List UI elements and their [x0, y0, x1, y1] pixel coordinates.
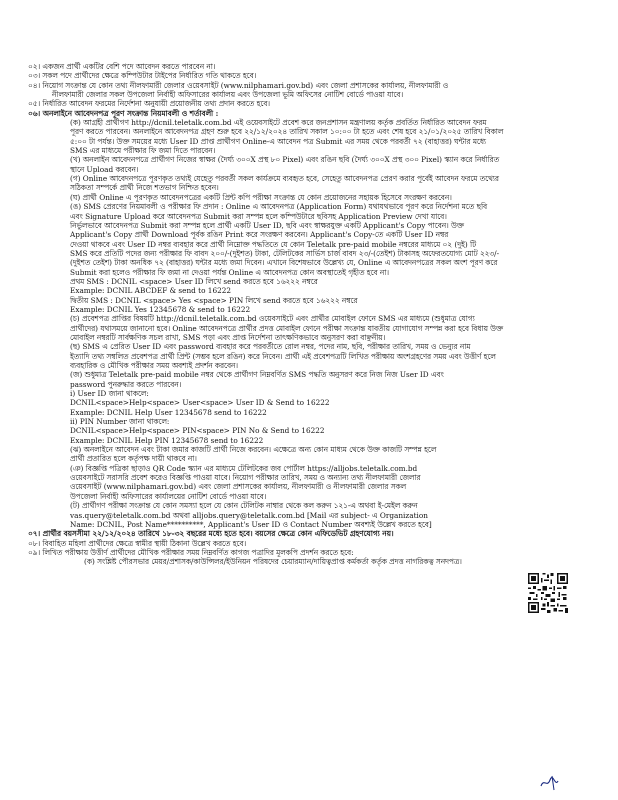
text-line: মোবাইল নম্বরটি সার্বক্ষণিক সচল রাখা, SMS পড়া এবং প্রাপ্ত নির্দেশনা তাৎক্ষণিকভাবে অনুসরণ করা বাঞ্ছনীয়।	[70, 332, 386, 342]
text-line: Applicant's Copy প্রার্থী Download পূর্বক রঙিন Print করে সংরক্ষণ করবেন। Applicant's Copy-তে একটি User ID নম্বর	[70, 230, 449, 240]
text-line: password পুনরুদ্ধার করতে পারবেন।	[70, 379, 182, 389]
text-line: (ঙ) SMS প্রেরণের নিয়মাবলী ও পরীক্ষার ফি প্রদান : Online এ আবেদনপত্র (Application Form) যথাযথভাবে পূরণ করে নির্দেশনা মতে ছবি	[70, 202, 488, 212]
text-line: DCNIL<space>Help<space> User<space> User ID & Send to 16222	[70, 398, 330, 408]
text-line: (গ) Online আবেদনপত্রে পূরণকৃত তথ্যই যেহেতু পরবর্তী সকল কার্যক্রমে ব্যবহৃত হবে, সেহেতু আবেদনপত্র প্রেরণ করার পূর্বেই আবেদন ফরমে তথ্যের	[70, 174, 499, 184]
text-line: ইত্যাদি তথ্য সম্বলিত প্রবেশপত্র প্রার্থী প্রিন্ট (সম্ভব হলে রঙিন) করে নিবেন। প্রার্থী এই প্রবেশপত্রটি লিখিত পরীক্ষায় অংশগ্রহণের সময় এবং উত্তীর্ণ হলে	[70, 351, 496, 361]
text-line: (ঝ) অনলাইনে আবেদন এবং টাকা জমার কাজটি প্রার্থী নিজে করবেন। এক্ষেত্রে অন্য কোন মাধ্যম থেকে উক্ত কাজটি সম্পন্ন হলে	[70, 445, 437, 455]
text-line: (ক) আগ্রহী প্রার্থীগণ http://dcnil.teletalk.com.bd এই ওয়েবসাইটে প্রবেশ করে জনপ্রশাসন মন্ত্রণালয় কর্তৃক প্রবর্তিত নির্ধারিত আবেদন ফরম	[70, 118, 487, 128]
text-line: প্রথম SMS : DCNIL <space> User ID লিখে send করতে হবে ১৬২২২ নম্বরে	[70, 276, 318, 286]
text-line: (ঞ) বিজ্ঞপ্তি পত্রিকা ছাড়াও QR Code স্ক্যান এর মাধ্যমে টেলিটকের জব পোর্টাল https://alljobs.teletalk.com.bd	[70, 463, 418, 473]
text-line: (দুইশত তেইশ) টাকা অনধিক ৭২ (বাহাত্তর) ঘন্টার মধ্যে জমা দিবেন। এখানে বিশেষভাবে উল্লেখ্য যে, Online এ আবেদনপত্রের সকল অংশ পূরণ করে	[70, 258, 498, 268]
notice-document	[28, 62, 598, 567]
text-line: ০৩। সকল পদে প্রার্থীদের ক্ষেত্রে কম্পিউটার টাইপের নির্ধারিত গতি থাকতে হবে।	[28, 71, 257, 81]
text-line: ০৯। লিখিত পরীক্ষায় উত্তীর্ণ প্রার্থীদের মৌখিক পরীক্ষার সময় নিম্নবর্ণিত কাগজ পত্রাদির মূলকপি প্রদর্শন করতে হবে:	[28, 547, 354, 557]
text-line: (খ) অনলাইন আবেদনপত্রে প্রার্থীগণ নিজের স্বাক্ষর (দৈর্ঘ্য ৩০০X প্রস্থ ৮০ Pixel) এবং রঙিন ছবি (দৈর্ঘ্য ৩০০X প্রস্থ ৩০০ Pixel) স্ক্যান করে নির্ধারিত	[70, 155, 500, 165]
text-line: (ছ) SMS এ প্রেরিত User ID এবং password ব্যবহার করে পরবর্তীতে রোল নম্বর, পদের নাম, ছবি, পরীক্ষার তারিখ, সময় ও ভেন্যুর নাম	[70, 342, 471, 352]
text-line: Example: DCNIL Yes 12345678 & send to 16222	[70, 304, 251, 314]
text-line: (চ) প্রবেশপত্র প্রাপ্তির বিষয়টি http://dcnil.teletalk.com.bd ওয়েবসাইটে এবং প্রার্থীর মোবাইল ফোনে SMS এর মাধ্যমে (শুধুমাত্র যোগ্য	[70, 314, 475, 324]
text-line: Example: DCNIL Help User 12345678 send to 16222	[70, 407, 267, 417]
text-line: পূরণ করতে পারবেন। অনলাইনে আবেদনপত্র গ্রহণ শুরু হবে ২২/১২/২০২৪ তারিখ সকাল ১০:০০ টা হতে এবং শেষ হবে ২১/০১/২০২৫ তারিখ বিকাল	[70, 127, 504, 137]
text-line: উপজেলা নির্বাহী অফিসারের কার্যালয়ের নোটিশ বোর্ডে পাওয়া যাবে।	[70, 491, 267, 501]
text-line: প্রার্থীদের) যথাসময়ে জানানো হবে। Online আবেদনপত্রে প্রার্থীর প্রদত্ত মোবাইল ফোনে পরীক্ষা সংক্রান্ত যাবতীয় যোগাযোগ সম্পন্ন করা হবে বিধায় উক্ত	[70, 323, 503, 333]
text-line: ০৬। অনলাইনে আবেদনপত্র পূরণ সংক্রান্ত নিয়মাবলী ও শর্তাবলী :	[28, 108, 219, 118]
text-line: প্রার্থী প্রতারিত হলে কর্তৃপক্ষ দায়ী থাকবে না।	[70, 454, 197, 464]
text-line: ০৮। বিবাহিত মহিলা প্রার্থীদের ক্ষেত্রে স্বামীর স্থায়ী ঠিকানা উল্লেখ করতে হবে।	[28, 538, 247, 548]
text-line: ৫:০০ টা পর্যন্ত। উক্ত সময়ের মধ্যে User ID প্রাপ্ত প্রার্থীগণ Online-এ আবেদন পত্র Submit এর সময় থেকে পরবর্তী ৭২ (বাহাত্তর) ঘন্টার মধ্যে	[70, 136, 487, 146]
text-line: সঠিকতা সম্পর্কে প্রার্থী নিজে শতভাগ নিশ্চিত হবেন।	[70, 183, 219, 193]
text-line: ওয়েবসাইট (www.nilphamari.gov.bd) এবং জেলা প্রশাসকের কার্যালয়, নীলফামারী ও নীলফামারী জেলার সকল	[70, 482, 407, 492]
signature-mark	[538, 772, 568, 792]
text-line: ওয়েবসাইটে সরাসরি প্রবেশ করেও বিজ্ঞপ্তি পাওয়া যাবে। নিয়োগ পরীক্ষার তারিখ, সময় ও অন্যান্য তথ্য নীলফামারী জেলার	[70, 473, 421, 483]
text-line: ii) PIN Number জানা থাকলে:	[70, 417, 170, 427]
text-line: Example: DCNIL Help PIN 12345678 send to 16222	[70, 435, 264, 445]
text-line: দ্বিতীয় SMS : DCNIL <space> Yes <space> PIN লিখে send করতে হবে ১৬২২২ নম্বরে	[70, 295, 358, 305]
text-line: SMS করে প্রতিটি পদের জন্য পরীক্ষার ফি বাবদ ২০০/-(দুইশত) টাকা, টেলিটকের সার্ভিস চার্জ বাবদ ২৩/-(তেইশ) টাকাসহ অফেরতযোগ্য মোট ২২৩/-	[70, 248, 500, 258]
text-line: দেওয়া থাকবে এবং User ID নম্বর ব্যবহার করে প্রার্থী নিম্নোক্ত পদ্ধতিতে যে কোন Teletalk pre-paid mobile নম্বরের মাধ্যমে ০২ (দুই) টি	[70, 239, 477, 249]
text-line: (ঘ) প্রার্থী Online এ পূরণকৃত আবেদনপত্রের একটি প্রিন্ট কপি পরীক্ষা সংক্রান্ত যে কোন প্রয়োজনের সহায়ক হিসেবে সংরক্ষণ করবেন।	[70, 192, 452, 202]
text-line: ব্যবহারিক ও মৌখিক পরীক্ষার সময় অবশ্যই প্রদর্শন করবেন।	[70, 361, 238, 370]
text-line: ০৭। প্রার্থীর বয়সসীমা ২২/১২/২০২৪ তারিখে ১৮-৩২ বছরের মধ্যে হতে হবে। বয়সের ক্ষেত্রে কোন এফিডেভিট গ্রহণযোগ্য নয়।	[28, 529, 394, 539]
text-line: Example: DCNIL ABCDEF & send to 16222	[70, 286, 232, 296]
text-line: SMS এর মাধ্যমে পরীক্ষার ফি জমা দিতে পারবেন।	[70, 146, 216, 156]
text-line: i) User ID জানা থাকলে:	[70, 389, 149, 399]
text-line: ০৪। নিয়োগ সংক্রান্ত যে কোন তথ্য নীলফামারী জেলার ওয়েবসাইট (www.nilphamari.gov.bd) এবং জেলা প্রশাসকের কার্যালয়, নীলফামারী ও	[28, 80, 449, 90]
text-line: (ট) প্রার্থীগণ পরীক্ষা সংক্রান্ত যে কোন সমস্যা হলে যে কোন টেলিটক নাম্বার থেকে কল করুন ১২১-এ অথবা ই-মেইল করুন	[70, 501, 418, 511]
text-line: স্থানে Upload করবেন।	[70, 164, 139, 174]
text-line: নীলফামারী জেলার সকল উপজেলা নির্বাহী অফিসারের কার্যালয় এবং উপজেলা ভূমি অফিসের নোটিশ বোর্ডে পাওয়া যাবে।	[52, 90, 404, 100]
text-line: DCNIL<space>Help<space> PIN<space> PIN No & Send to 16222	[70, 426, 325, 436]
text-line: vas.query@teletalk.com.bd অথবা alljobs.query@teletalk.com.bd [Mail এর subject- এ Organization	[70, 510, 428, 520]
text-line: Name: DCNIL, Post Name**********, Applicant's User ID ও Contact Number অবশ্যই উল্লেখ করতে হবে]	[70, 519, 432, 529]
text-line: ০২। একজন প্রার্থী একটির বেশি পদে আবেদন করতে পারবেন না।	[28, 62, 216, 71]
text-line: (ক) সংশ্লিষ্ট পৌরসভার মেয়র/প্রশাসক/কাউন্সিলর/ইউনিয়ন পরিষদের চেয়ারম্যান/দায়িত্বপ্রাপ্ত কর্মকর্তা কর্তৃক প্রদত্ত নাগরিকত্ব সনদপত্র।	[84, 557, 462, 567]
text-line: Submit করা হলেও পরীক্ষার ফি জমা না দেওয়া পর্যন্ত Online এ আবেদনপত্র কোন অবস্থাতেই গৃহীত হবে না।	[70, 267, 390, 277]
text-line: (জ) শুধুমাত্র Teletalk pre-paid mobile নম্বর থেকে প্রার্থীগণ নিম্নবর্ণিত SMS পদ্ধতি অনুসরণ করে নিজ নিজ User ID এবং	[70, 370, 444, 380]
text-line: নির্ভুলভাবে আবেদনপত্র Submit করা সম্পন্ন হলে প্রার্থী একটি User ID, ছবি এবং স্বাক্ষরযুক্ত একটি Applicant's Copy পাবেন। উক্ত	[70, 220, 464, 230]
qr-code-icon[interactable]	[528, 573, 568, 613]
text-line: ০৫। নির্ধারিত আবেদন ফরমের নির্দেশনা অনুযায়ী প্রয়োজনীয় তথ্য প্রদান করতে হবে।	[28, 99, 271, 109]
text-line: এবং Signature Upload করে আবেদনপত্র Submit করা সম্পন্ন হলে কম্পিউটারে ছবিসহ Application Preview দেখা যাবে।	[70, 211, 447, 221]
